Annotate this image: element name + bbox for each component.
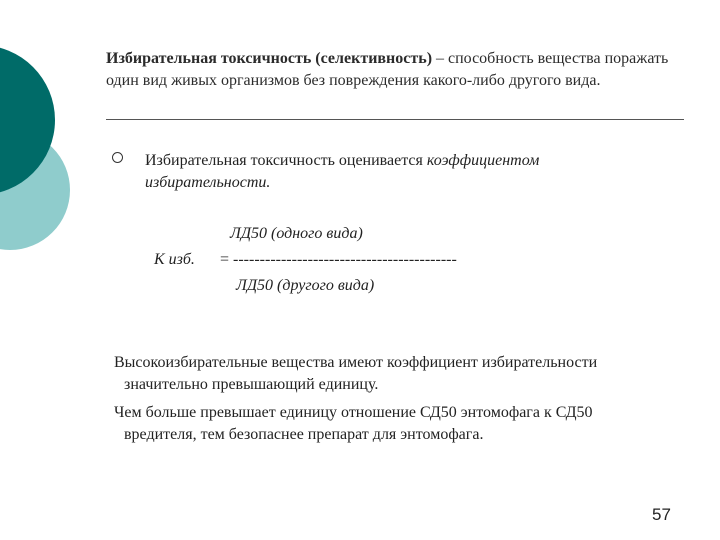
paragraph-ratio	[114, 402, 694, 446]
bullet-text-italic: коэффициентом избирательности.	[145, 152, 540, 191]
bullet-text-plain: Избирательная токсичность оценивается	[145, 152, 427, 169]
formula-denominator: ЛД50 (другого вида)	[236, 277, 375, 294]
page-number: 57	[652, 505, 671, 524]
paragraph-high-selectivity	[114, 352, 694, 396]
formula-lhs: К изб.	[154, 251, 195, 268]
formula-numerator: ЛД50 (одного вида)	[230, 225, 363, 242]
title-bold: Избирательная токсичность (селективность)	[106, 50, 433, 67]
title-rest: – способность вещества поражать один вид живых организмов без повреждения какого-либо другого вида.	[106, 50, 669, 89]
paragraph2-line2: вредителя, тем безопаснее препарат для энтомофага.	[124, 426, 484, 443]
title-divider	[106, 119, 684, 120]
formula-fraction-line: = ------------------------------------------	[220, 251, 457, 268]
paragraph2-line1: Чем больше превышает единицу отношение СД50 энтомофага к СД50	[114, 404, 593, 421]
paragraph1-line2: значительно превышающий единицу.	[124, 376, 379, 393]
decorative-circles	[0, 0, 110, 300]
circle-bullet-icon	[112, 152, 123, 163]
paragraph1-line1: Высокоизбирательные вещества имеют коэффициент избирательности	[114, 354, 598, 371]
bullet-text	[145, 150, 665, 194]
slide-title	[106, 48, 681, 92]
